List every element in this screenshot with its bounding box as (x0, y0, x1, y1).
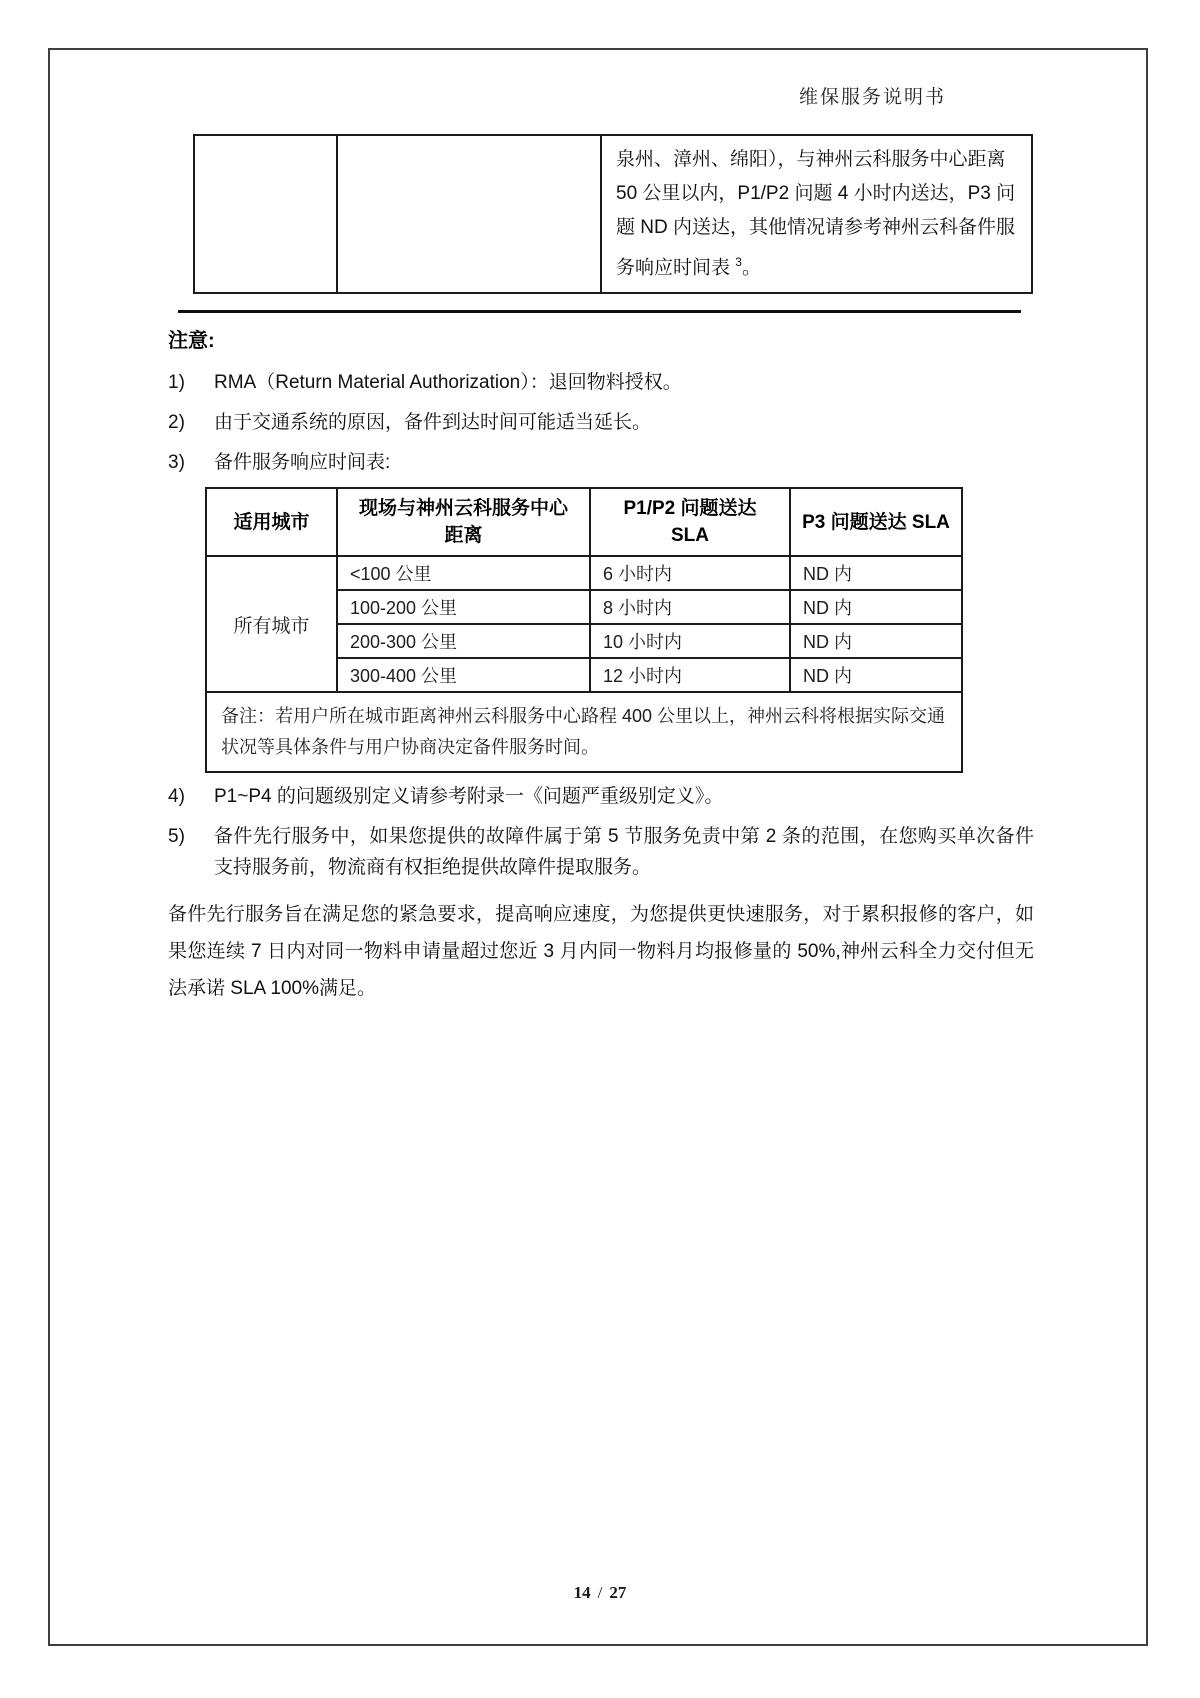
list-item (168, 781, 1034, 812)
notes-heading: 注意: (168, 330, 215, 352)
list-item (168, 407, 1034, 438)
distance-cell: 200-300 公里 (337, 624, 590, 658)
sla-response-time-table (205, 487, 963, 773)
list-item (168, 821, 1034, 883)
closing-paragraph: 备件先行服务旨在满足您的紧急要求，提高响应速度，为您提供更快速服务，对于累积报修的客户，如果您连续 7 日内对同一物料申请量超过您近 3 月内同一物料月均报修量的 50%,神州云科全力交付但无法承诺 SLA 100%满足。 (168, 904, 1034, 999)
table-row (194, 135, 1032, 293)
continuation-text: 泉州、漳州、绵阳），与神州云科服务中心距离 50 公里以内，P1/P2 问题 4 小时内送达，P3 问题 ND 内送达，其他情况请参考神州云科备件服务响应时间表 (616, 149, 1016, 279)
distance-cell: 300-400 公里 (337, 658, 590, 692)
distance-cell: <100 公里 (337, 556, 590, 590)
column-header-p1p2-sla: P1/P2 问题送达 SLA (590, 488, 790, 556)
list-item-number: 1) (168, 372, 185, 393)
continuation-empty-cell-1 (194, 135, 337, 293)
table-note-row (206, 692, 962, 772)
continuation-table (193, 134, 1033, 294)
continuation-empty-cell-2 (337, 135, 601, 293)
notes-section (168, 324, 1034, 1007)
p1p2-sla-cell: 6 小时内 (590, 556, 790, 590)
continuation-text-cell (601, 135, 1032, 293)
sentence-period: 。 (741, 257, 761, 279)
table-row (206, 556, 962, 590)
list-item-number: 5) (168, 826, 185, 847)
list-item (168, 367, 1034, 398)
list-item-text: 备件服务响应时间表: (214, 452, 391, 473)
list-item-text: 备件先行服务中，如果您提供的故障件属于第 5 节服务免责中第 2 条的范围，在您购买单次备件支持服务前，物流商有权拒绝提供故障件提取服务。 (214, 826, 1034, 878)
list-item-text: P1~P4 的问题级别定义请参考附录一《问题严重级别定义》。 (214, 786, 724, 807)
table-note-cell: 备注：若用户所在城市距离神州云科服务中心路程 400 公里以上，神州云科将根据实际交通状况等具体条件与用户协商决定备件服务时间。 (206, 692, 962, 772)
page-number-separator: / (597, 1583, 603, 1602)
p3-sla-cell: ND 内 (790, 658, 962, 692)
page-number-current: 14 (573, 1583, 591, 1602)
column-header-p3-sla: P3 问题送达 SLA (790, 488, 962, 556)
list-item-number: 3) (168, 452, 185, 473)
page-number-total: 27 (609, 1583, 627, 1602)
table-header-row (206, 488, 962, 556)
distance-cell: 100-200 公里 (337, 590, 590, 624)
p3-sla-cell: ND 内 (790, 590, 962, 624)
page-header-title: 维保服务说明书 (798, 87, 946, 108)
page-footer (0, 1583, 1200, 1603)
p1p2-sla-cell: 10 小时内 (590, 624, 790, 658)
list-item-text: RMA（Return Material Authorization）：退回物料授权。 (214, 372, 682, 393)
list-item-number: 4) (168, 786, 185, 807)
p3-sla-cell: ND 内 (790, 624, 962, 658)
p1p2-sla-cell: 12 小时内 (590, 658, 790, 692)
city-cell: 所有城市 (206, 556, 337, 692)
p3-sla-cell: ND 内 (790, 556, 962, 590)
list-item-number: 2) (168, 412, 185, 433)
column-header-city: 适用城市 (206, 488, 337, 556)
section-divider-rule (178, 310, 1021, 313)
p1p2-sla-cell: 8 小时内 (590, 590, 790, 624)
footnote-reference: 3 (735, 255, 742, 269)
column-header-distance: 现场与神州云科服务中心 距离 (337, 488, 590, 556)
list-item-text: 由于交通系统的原因，备件到达时间可能适当延长。 (214, 412, 652, 433)
list-item (168, 447, 1034, 478)
